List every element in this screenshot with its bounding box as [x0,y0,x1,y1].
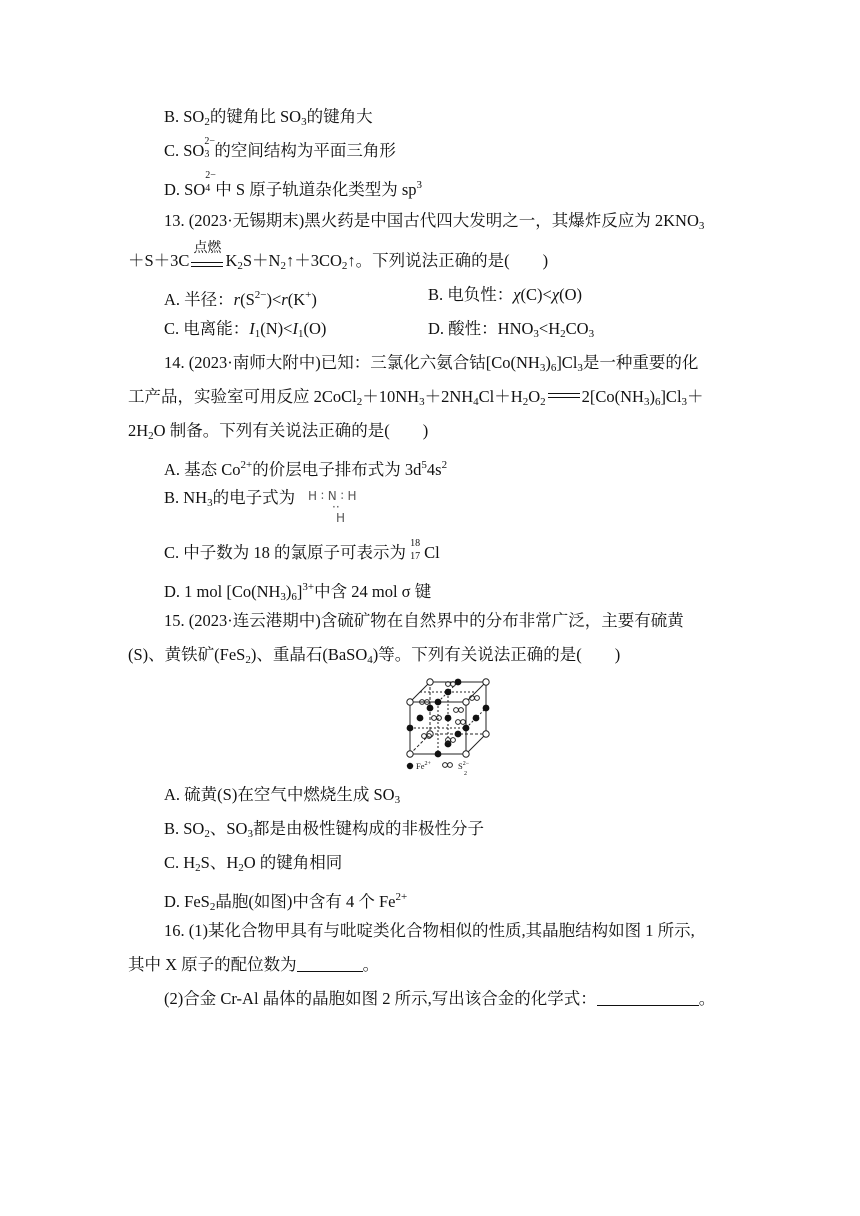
legend-s2-subscript: 2 [464,771,467,776]
answer-blank-alloy-formula[interactable] [597,989,699,1006]
q16-part2-line: (2)合金 Cr-Al 晶体的晶胞如图 2 所示,写出该合金的化学式： 。 [164,989,716,1008]
q15-stem-line1: 15. (2023·连云港期中)含硫矿物在自然界中的分布非常广泛，主要有硫黄 [164,611,684,630]
q14-stem-line1: 14. (2023·南师大附中)已知：三氯化六氨合钴$[Co(NH_3)_6]Cl_3$是一种重要的化 [164,353,699,374]
q14-option-a: A. 基态 $Co^{2+}$的价层电子排布式为 $3d^54s^2$ [164,459,448,479]
q16-part1-line2: 其中 X 原子的配位数为 。 [128,955,380,974]
q16-part1-line1: 16. (1)某化合物甲具有与吡啶类化合物相似的性质,其晶胞结构如图 1 所示, [164,921,695,940]
q13-option-d: D. 酸性：$HNO_3<H_2CO_3$ [428,319,595,340]
q14-option-b: B. $NH_3$的电子式为 [164,488,296,509]
q15-option-d: D. FeS$_2$晶胞(如图)中含有 4 个 $Fe^{2+}$ [164,891,408,913]
q13-option-b: B. 电负性：χ(C)<χ(O) [428,285,583,304]
q15-option-c: C. $H_2S$、$H_2O$ 的键角相同 [164,853,343,874]
q13-stem-line1: 13. (2023·无锡期末)黑火药是中国古代四大发明之一，其爆炸反应为 $2KNO_3$ [164,211,705,232]
q15-option-b: B. $SO_2$、$SO_3$都是由极性键构成的非极性分子 [164,819,484,840]
legend-s2-marker-a [443,763,448,768]
nh3-lewis-structure: H ∶ N ∶ H ·· H [308,489,357,525]
legend-s2-marker-b [448,763,453,768]
legend-s2-label: $S^{2-}$ [458,761,470,771]
legend-fe-marker [407,763,413,769]
q14-option-d: D. 1 mol $[Co(NH_3)_6]^{3+}$中含 24 mol σ 键 [164,581,432,603]
q12-option-c: C. SO 2− 3 的空间结构为平面三角形 [164,136,396,160]
legend-fe-label: $Fe^{2+}$ [416,761,431,771]
q14-option-c: C. 中子数为 18 的氯原子可表示为 18 17 Cl [164,538,440,562]
q12-option-d: D. SO 2− 4 中 S 原子轨道杂化类型为 $sp^3$ [164,170,422,199]
q13-option-a: A. 半径：$r(S^{2-})<r(K^+)$ [164,289,317,309]
q13-equation-line: ＋S＋3C 点燃 $K_2S+N_2↑+3CO_2↑$。下列说法正确的是( ) [128,241,549,272]
reaction-condition: 点燃 [189,250,225,272]
q14-stem-line2: 工产品，实验室可用反应 $2CoCl_2+10NH_3+2NH_4Cl+H_2O_2$ $2[Co(NH_3)_6]Cl_3+$ [128,387,704,408]
q12-option-b: B. $SO_2$的键角比 $SO_3$的键角大 [164,107,373,128]
q14-stem-line3: $2H_2O$ 制备。下列有关说法正确的是( ) [128,421,429,442]
fes2-unit-cell-diagram [400,672,500,776]
equals-sign [548,393,580,398]
q15-option-a: A. 硫黄(S)在空气中燃烧生成 $SO_3$ [164,785,401,806]
q15-stem-line2: (S)、黄铁矿(FeS$_2$)、重晶石(BaSO$_4$)等。下列有关说法正确的是( ) [128,645,621,666]
answer-blank-coordination-number[interactable] [297,955,363,972]
q13-option-c: C. 电离能：$I_1(N)<I_1(O)$ [164,319,327,340]
